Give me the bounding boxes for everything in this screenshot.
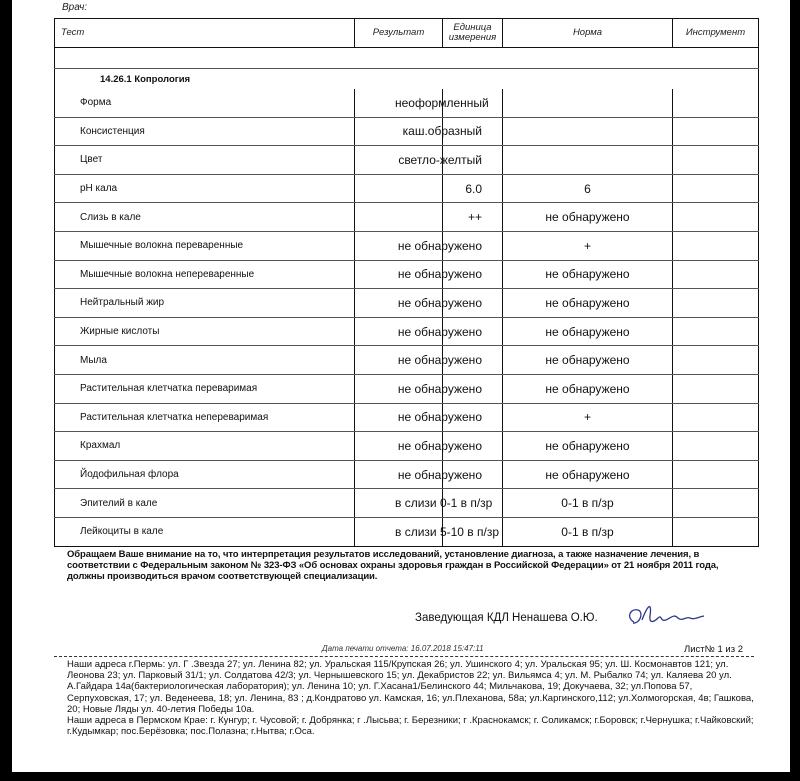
- test-name: Цвет: [55, 146, 355, 175]
- table-row: [55, 89, 759, 117]
- table-row: [55, 117, 759, 146]
- table-row: [55, 203, 759, 232]
- table-row: [55, 460, 759, 489]
- col-result: Результат: [355, 19, 443, 48]
- test-name: Мышечные волокна переваренные: [55, 231, 355, 260]
- addresses-perm: Наши адреса г.Пермь: ул. Г .Звезда 27; ул. Ленина 82; ул. Уральская 115/Крупская 26; ул. Ушинского 4; ул. Уральская 95; ул. Ш. Космонавтов 121; ул. Леонова 23; ул. Парковый 31/1; ул. Солдатова 42/3; ул. Чернышевского 15; ул. Декабристов 22; ул. Вильямса 4; ул. М. Рыбалко 74; ул. Каляева 20 ул. А.Гайдара 14а(бактериологическая лаборатория); ул. Ленина 10; ул. Г.Хасана1/Белинского 44; Мильчакова, 19; Докучаева, 32; ул.Попова 57, Серпуховская, 17; ул. Веденеева, 18; ул. Ленина, 83 ; д.Кондратово ул. Камская, 16; ул.Плеханова, 58а; ул.Каргинского,112; ул.Холмогорская, 4в; Гашкова, 20; Новые Ляды ул. 40-летия Победы 10а.: [67, 659, 754, 715]
- result-value: в слизи 0-1 в п/зр: [395, 496, 493, 511]
- footer-divider: [54, 656, 754, 657]
- test-norm: [503, 89, 673, 117]
- test-instrument: [673, 517, 759, 546]
- result-value: светло-желтый: [398, 152, 482, 167]
- test-name: Лейкоциты в кале: [55, 517, 355, 546]
- test-norm: не обнаружено: [503, 260, 673, 289]
- head-signature: Заведующая КДЛ Ненашева О.Ю.: [415, 612, 598, 624]
- test-name: Растительная клетчатка непереваримая: [55, 403, 355, 432]
- result-value: не обнаружено: [397, 353, 482, 368]
- table-row: [55, 317, 759, 346]
- result-value: в слизи 5-10 в п/зр: [395, 524, 500, 539]
- results-table: [54, 18, 759, 547]
- sheet-number: Лист№ 1 из 2: [684, 644, 743, 655]
- result-value: каш.образный: [402, 124, 482, 139]
- result-value: не обнаружено: [397, 381, 482, 396]
- test-result: [355, 146, 482, 175]
- test-name: Консистенция: [55, 117, 355, 146]
- table-row: [55, 489, 759, 518]
- section-row: [55, 69, 759, 90]
- test-instrument: [673, 203, 759, 232]
- table-row: [55, 346, 759, 375]
- table-row: [55, 374, 759, 403]
- test-norm: не обнаружено: [503, 289, 673, 318]
- table-row: [55, 174, 759, 203]
- test-name: Нейтральный жир: [55, 289, 355, 318]
- result-value: ++: [467, 210, 482, 225]
- test-norm: не обнаружено: [503, 374, 673, 403]
- result-value: не обнаружено: [397, 324, 482, 339]
- result-value: не обнаружено: [397, 467, 482, 482]
- result-value: не обнаружено: [397, 238, 482, 253]
- print-date: Дата печати отчета: 16.07.2018 15:47:11: [322, 644, 484, 653]
- test-result: [355, 403, 482, 432]
- test-name: Слизь в кале: [55, 203, 355, 232]
- test-instrument: [673, 260, 759, 289]
- test-name: Растительная клетчатка переваримая: [55, 374, 355, 403]
- handwritten-signature: [624, 600, 714, 634]
- test-instrument: [673, 174, 759, 203]
- table-row: [55, 146, 759, 175]
- test-result: [355, 89, 489, 117]
- test-name: pH кала: [55, 174, 355, 203]
- test-instrument: [673, 231, 759, 260]
- test-name: Йодофильная флора: [55, 460, 355, 489]
- test-result: [355, 289, 482, 318]
- test-instrument: [673, 489, 759, 518]
- test-norm: не обнаружено: [503, 460, 673, 489]
- addresses-region: Наши адреса в Пермском Крае: г. Кунгур; г. Чусовой; г. Добрянка; г .Лысьва; г. Березники; г .Краснокамск; г. Соликамск; г.Боровск; г.Чернушка; г.Чайковский; г.Кудымкар; пос.Берёзовка; пос.Полазна; г.Нытва; г.Оса.: [67, 715, 754, 738]
- table-row: [55, 231, 759, 260]
- test-result: [355, 231, 482, 260]
- test-result: [355, 517, 500, 546]
- test-instrument: [673, 289, 759, 318]
- test-norm: [503, 117, 673, 146]
- table-row: [55, 403, 759, 432]
- doctor-label: Врач:: [62, 2, 88, 13]
- test-name: Форма: [55, 89, 355, 117]
- test-norm: не обнаружено: [503, 203, 673, 232]
- result-value: не обнаружено: [397, 410, 482, 425]
- table-header: [55, 19, 759, 48]
- test-name: Мышечные волокна непереваренные: [55, 260, 355, 289]
- col-unit: Единица измерения: [443, 19, 503, 48]
- table-row: [55, 289, 759, 318]
- col-norm: Норма: [503, 19, 673, 48]
- test-norm: 0-1 в п/зр: [503, 517, 673, 546]
- result-value: не обнаружено: [397, 267, 482, 282]
- test-result: [355, 174, 482, 203]
- test-instrument: [673, 346, 759, 375]
- test-result: [355, 374, 482, 403]
- test-name: Крахмал: [55, 432, 355, 461]
- test-norm: 0-1 в п/зр: [503, 489, 673, 518]
- report-page: [12, 0, 790, 772]
- test-instrument: [673, 432, 759, 461]
- test-norm: 6: [503, 174, 673, 203]
- test-result: [355, 346, 482, 375]
- test-name: Эпителий в кале: [55, 489, 355, 518]
- test-result: [355, 489, 493, 518]
- test-instrument: [673, 89, 759, 117]
- test-norm: +: [503, 231, 673, 260]
- interpretation-notice: Обращаем Ваше внимание на то, что интерпретация результатов исследований, установление диагноза, а также назначение лечения, в соответствии с Федеральным законом № 323-ФЗ «Об основах охраны здоровья граждан в Российской Федерации» от 21 ноября 2011 года, должны производиться врачом соответствующей специализации.: [67, 549, 719, 582]
- col-test: Тест: [55, 19, 355, 48]
- table-row: [55, 260, 759, 289]
- test-result: [355, 117, 482, 146]
- test-result: [355, 317, 482, 346]
- result-value: 6.0: [465, 181, 482, 196]
- test-norm: не обнаружено: [503, 346, 673, 375]
- spacer-row: [55, 48, 759, 69]
- test-instrument: [673, 403, 759, 432]
- test-instrument: [673, 374, 759, 403]
- test-result: [355, 460, 482, 489]
- test-norm: не обнаружено: [503, 317, 673, 346]
- result-value: неоформленный: [395, 95, 489, 110]
- table-row: [55, 517, 759, 546]
- section-title: 14.26.1 Копрология: [100, 73, 191, 85]
- test-name: Мыла: [55, 346, 355, 375]
- test-norm: не обнаружено: [503, 432, 673, 461]
- col-instrument: Инструмент: [673, 19, 759, 48]
- result-value: не обнаружено: [397, 295, 482, 310]
- table-row: [55, 432, 759, 461]
- test-instrument: [673, 317, 759, 346]
- result-value: не обнаружено: [397, 438, 482, 453]
- addresses-block: [67, 659, 757, 737]
- test-result: [355, 260, 482, 289]
- test-instrument: [673, 117, 759, 146]
- test-result: [355, 432, 482, 461]
- test-norm: +: [503, 403, 673, 432]
- test-instrument: [673, 146, 759, 175]
- test-instrument: [673, 460, 759, 489]
- test-result: [355, 203, 482, 232]
- test-name: Жирные кислоты: [55, 317, 355, 346]
- test-norm: [503, 146, 673, 175]
